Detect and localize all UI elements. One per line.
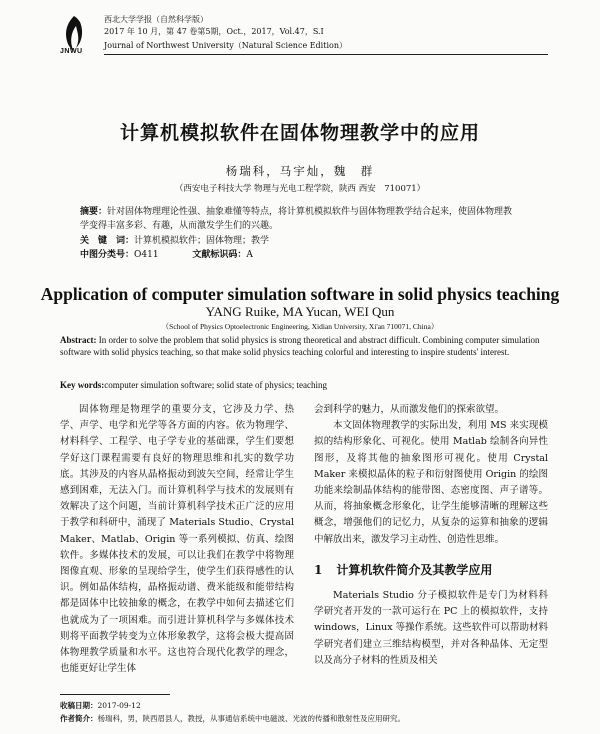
keywords-cn — [80, 234, 520, 248]
journal-name-cn: 西北大学学报（自然科学版） — [104, 15, 208, 24]
issue-line: 2017 年 10 月，第 47 卷第5期，Oct.，2017，Vol.47，S.I — [104, 27, 324, 36]
keywords-cn-label: 关 键 词： — [80, 236, 135, 246]
abstract-cn-text: 针对固体物理理论性强、抽象难懂等特点，将计算机模拟软件与固体物理教学结合起来，使固体物理教学变得丰富多彩、有趣，从而激发学生们的兴趣。 — [80, 207, 513, 231]
keywords-cn-text: 计算机模拟软件；固体物理；教学 — [134, 236, 270, 246]
authors-cn: 杨瑞科，马宇灿，魏 群 — [225, 164, 375, 178]
section-number: 1 — [314, 562, 323, 577]
body-paragraph: Materials Studio 分子模拟软件是专门为材料科学研究者开发的一款可运行在 PC 上的模拟软件，支持 windows，Linux 等操作系统。这些软件可以帮助材料学研究者们建立三维结构模型，并对各种晶体、无定型以及高分子材料的性质及相关 — [314, 590, 548, 666]
doc-code-value: A — [246, 250, 253, 260]
section-title: 计算机软件简介及其教学应用 — [336, 562, 493, 577]
section-heading — [314, 562, 548, 578]
paper-title-cn: 计算机模拟软件在固体物理教学中的应用 — [119, 122, 480, 144]
footnote-author — [60, 713, 405, 724]
received-date: 2017-09-12 — [97, 701, 141, 710]
body-column-left — [60, 402, 294, 677]
footnote-rule — [60, 694, 170, 695]
clc-value: O411 — [134, 250, 159, 260]
clc-label: 中图分类号： — [80, 250, 135, 260]
abstract-cn — [80, 205, 520, 233]
authors-en: YANG Ruike, MA Yucan, WEI Qun — [205, 304, 395, 319]
body-column-right — [314, 402, 548, 669]
keywords-en — [60, 380, 548, 390]
body-paragraph: 本文固体物理教学的实际出发，利用 MS 来实现模拟的结构形象化、可视化。使用 Matlab 绘制各向异性图形，及将其他的抽象图形可视化。使用 Crystal Maker 来模拟晶体的粒子和衍射图使用 Origin 的绘图功能来绘制晶体结构的能带图、态密度图、声子谱等。从而，将抽象概念形象化，让学生能够清晰的理解这些概念，增强他们的记忆力，从复杂的运算和抽象的逻辑中解放出来，激发学习主动性、创造性思维。 — [314, 420, 548, 545]
abstract-en — [60, 335, 548, 358]
doc-code-label: 文献标识码： — [192, 250, 247, 260]
received-label: 收稿日期： — [60, 701, 98, 710]
abstract-en-label: Abstract: — [60, 335, 97, 345]
journal-logo-text: JNWU — [60, 48, 83, 55]
author-bio-label: 作者简介： — [60, 714, 98, 723]
body-paragraph: 固体物理是物理学的重要分支，它涉及力学、热学、声学、电学和光学等各方面的内容。依为物理学、材料科学、工程学、电子学专业的基础课，学生们要想学好这门课程需要有良好的物理思维和扎实的数学功底。其涉及的内容从晶格振动到波矢空间，经常让学生感到困难，无法入门。而计算机科学与技术的发展则有效解决了这个问题，当前计算机科学技术正广泛的应用于教学和科研中，涌现了 Materials Studio、Crystal Maker、Matlab、Origin 等一系列模拟、仿真、绘图软件。多媒体技术的发展，可以让我们在教学中将物理图像直观、形象的呈现给学生，使学生们获得感性的认识。例如晶体结构，晶格振动谱、费米能级和能带结构都是固体中比较抽象的概念，在教学中如何去描述它们也就成为了一项困难。而引进计算机科学与多媒体技术则将平面教学转变为立体形象教学，这将会极大提高固体物理教学质量和水平。这也符合现代化教学的理念，也能更好让学生体 — [60, 404, 294, 675]
abstract-cn-label: 摘要： — [80, 207, 108, 217]
abstract-en-text: In order to solve the problem that solid physics is strong theoretical and abstract difficult. Combining computer simulation software with solid physics teaching, so that make solid physics teaching colorful and interesting to inspire students' interest. — [60, 335, 540, 357]
header-rule — [104, 54, 548, 55]
journal-name-en: Journal of Northwest University（Natural Science Edition） — [104, 41, 347, 50]
footnote-received — [60, 700, 141, 711]
keywords-en-label: Key words: — [60, 380, 105, 390]
affiliation-en: （School of Physics Optoelectronic Engineering, Xidian University, Xi'an 710071, China） — [161, 322, 439, 331]
body-paragraph: 会到科学的魅力，从而激发他们的探索欲望。 — [314, 404, 505, 415]
affiliation-cn: （西安电子科技大学 物理与光电工程学院，陕西 西安 710071） — [174, 184, 426, 194]
classification-line — [80, 248, 520, 262]
keywords-en-text: computer simulation software; solid state of physics; teaching — [104, 380, 327, 390]
paper-title-en: Application of computer simulation software in solid physics teaching — [40, 284, 560, 304]
author-bio: 杨瑞科，男，陕西眉县人，教授，从事通信系统中电磁波、光波的传播和散射性及应用研究。 — [97, 714, 405, 723]
